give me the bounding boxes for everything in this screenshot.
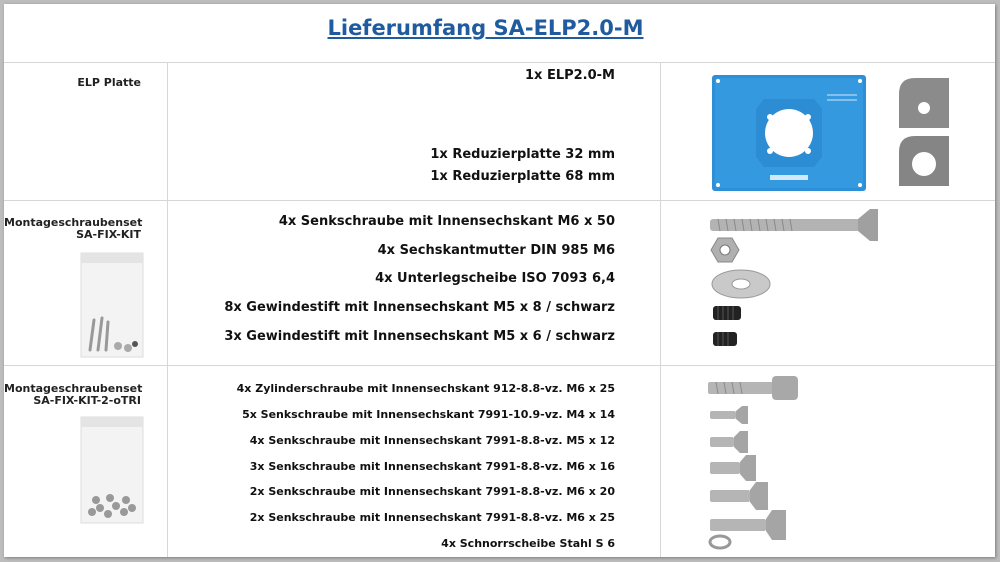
section-label-line: Montageschraubenset [4, 216, 143, 229]
item-text: 4x Zylinderschraube mit Innensechskant 912-8.8-vz. M6 x 25 [236, 382, 615, 395]
washer-image [710, 268, 772, 300]
hex-nut-image [710, 236, 740, 264]
item-text: 2x Senkschraube mit Innensechskant 7991-8.8-vz. M6 x 20 [249, 485, 615, 498]
divider [4, 200, 995, 201]
countersunk-screw-m4x14-image [708, 405, 750, 425]
countersunk-screw-m5x12-image [708, 430, 750, 454]
elp-plate-image [712, 75, 866, 191]
reducer-plate-32-image [897, 76, 951, 130]
item-text: 1x Reduzierplatte 68 mm [430, 169, 615, 184]
countersunk-screw-m6x16-image [708, 454, 758, 482]
divider [660, 63, 661, 557]
set-screw-m5x6-image [712, 330, 738, 348]
reducer-plate-68-image [897, 134, 951, 188]
set-screw-m5x8-image [712, 304, 742, 322]
divider [167, 63, 168, 557]
divider [4, 62, 995, 63]
screw-bag-image [80, 252, 144, 358]
section-label-line: Montageschraubenset [4, 382, 143, 395]
cylinder-screw-m6x25-image [706, 374, 800, 402]
countersunk-screw-m6x20-image [708, 481, 770, 511]
screw-bag-image [80, 416, 144, 524]
section-label [4, 217, 141, 241]
section-label-line: SA-FIX-KIT-2-oTRI [33, 394, 141, 407]
item-text: 8x Gewindestift mit Innensechskant M5 x 8 / schwarz [224, 300, 615, 315]
divider [4, 365, 995, 366]
item-text: 2x Senkschraube mit Innensechskant 7991-8.8-vz. M6 x 25 [249, 511, 615, 524]
item-text: 4x Senkschraube mit Innensechskant M6 x 50 [278, 214, 615, 229]
item-text: 1x ELP2.0-M [524, 68, 615, 83]
item-text: 3x Senkschraube mit Innensechskant 7991-8.8-vz. M6 x 16 [249, 460, 615, 473]
section-label [4, 383, 141, 407]
item-text: 5x Senkschraube mit Innensechskant 7991-10.9-vz. M4 x 14 [242, 408, 615, 421]
item-text: 4x Senkschraube mit Innensechskant 7991-8.8-vz. M5 x 12 [249, 434, 615, 447]
page-title: Lieferumfang SA-ELP2.0-M [327, 16, 644, 40]
item-text: 4x Unterlegscheibe ISO 7093 6,4 [375, 271, 615, 286]
item-text: 1x Reduzierplatte 32 mm [430, 147, 615, 162]
slide [4, 4, 995, 557]
item-text: 4x Schnorrscheibe Stahl S 6 [441, 537, 615, 550]
section-label-line: SA-FIX-KIT [76, 228, 141, 241]
section-label: ELP Platte [77, 76, 141, 89]
item-text: 3x Gewindestift mit Innensechskant M5 x 6 / schwarz [224, 329, 615, 344]
washer-s6-image [708, 534, 732, 550]
item-text: 4x Sechskantmutter DIN 985 M6 [377, 243, 615, 258]
